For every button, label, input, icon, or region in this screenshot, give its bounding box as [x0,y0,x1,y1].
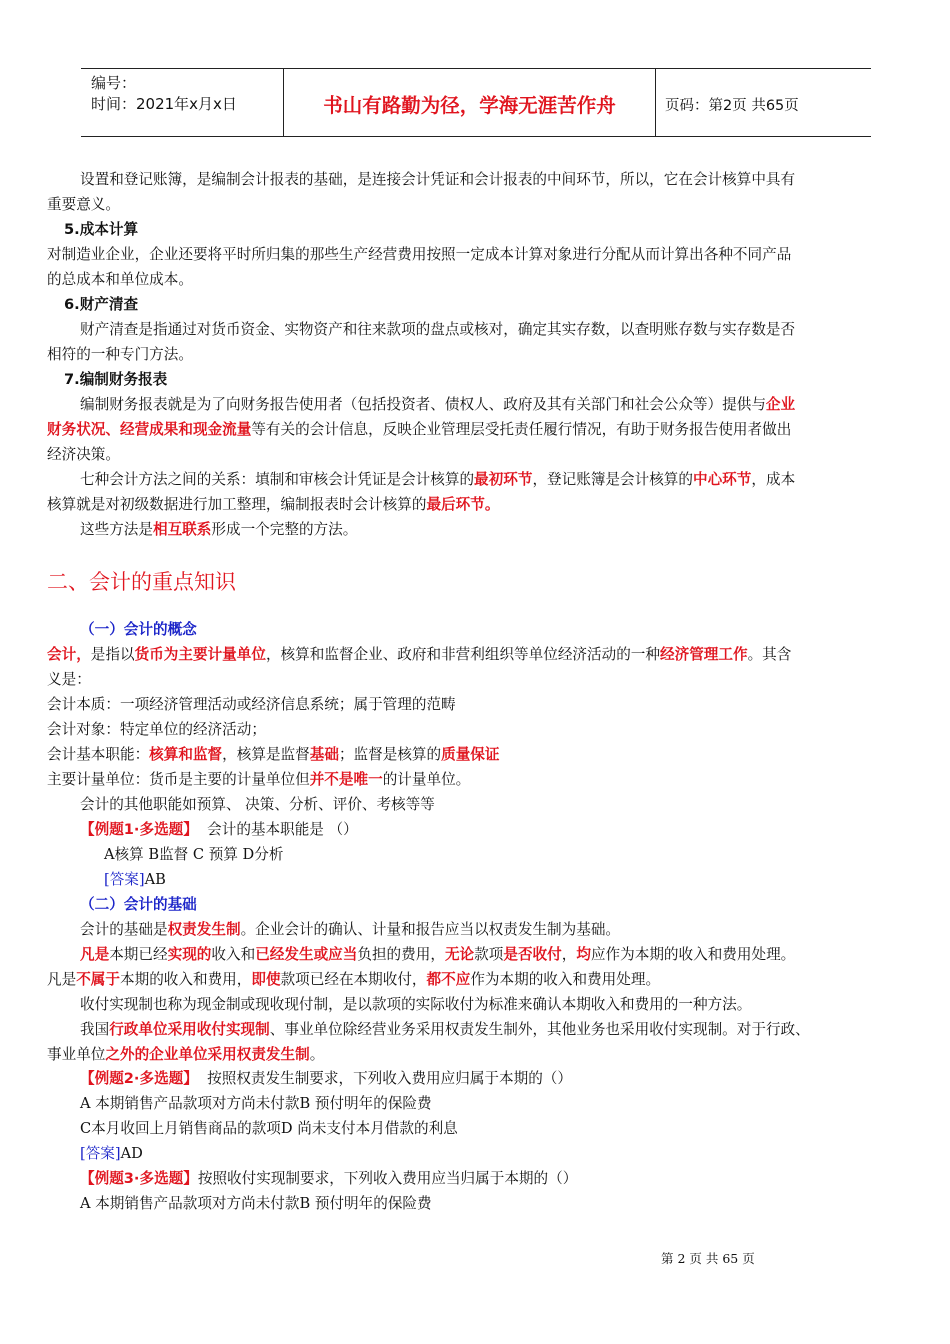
text: 会计的基本职能是 （） [207,821,358,838]
highlight: 中心环节 [692,471,752,488]
answer-tag: [答案] [104,871,145,888]
text: 本期已经 [109,946,168,963]
highlight: 经济管理工作 [660,646,748,663]
text: 本期的收入和费用， [120,971,252,988]
highlight: 都不应 [426,971,471,988]
highlight: 已经发生或应当 [255,946,358,963]
highlight: 基础 [309,746,339,763]
example-answer [80,1144,143,1164]
example-question [80,1169,577,1189]
example-tag: 【例题3·多选题】 [80,1170,198,1187]
page-header [81,68,871,137]
highlight: 财务状况、经营成果和现金流量 [47,421,252,438]
paragraph-line: 的总成本和单位成本。 [47,271,193,288]
text: ， [561,946,577,963]
text: 。企业会计的确认、计量和报告应当以权责发生制为基础。 [240,921,621,938]
highlight: 并不是唯一 [309,771,383,788]
section-heading: 7.编制财务报表 [64,371,168,388]
paragraph-line [47,420,791,440]
text: 七种会计方法之间的关系：填制和审核会计凭证是会计核算的 [80,471,475,488]
paragraph-line: 收付实现制也称为现金制或现收现付制，是以款项的实际收付为标准来确认本期收入和费用的一种方法。 [80,996,752,1013]
subsection-heading: （二）会计的基础 [80,896,197,913]
section-heading: 5.成本计算 [64,221,139,238]
text: 负担的费用， [357,946,445,963]
paragraph-line: 义是： [47,671,91,688]
highlight: 均 [576,946,591,963]
date-label: 时间：2021年x月x日 [91,95,237,113]
text: 款项 [474,946,504,963]
paragraph-line [47,745,500,765]
highlight: 最后环节。 [426,496,500,513]
highlight: 相互联系 [152,521,212,538]
paragraph-line: 经济决策。 [47,446,120,463]
paragraph-line [47,770,470,790]
highlight: 之外的企业单位采用权责发生制 [105,1046,310,1063]
paragraph-line [47,1045,324,1065]
example-tag: 【例题2·多选题】 [80,1070,198,1087]
text: 主要计量单位：货币是主要的计量单位但 [47,771,310,788]
header-page-info: 页码：第2页 共65页 [665,98,799,114]
header-motto: 书山有路勤为径，学海无涯苦作舟 [323,94,616,117]
text: 。其含 [747,646,792,663]
paragraph-line: 会计本质：一项经济管理活动或经济信息系统；属于管理的范畴 [47,696,456,713]
highlight: 权责发生制 [167,921,241,938]
text: 事业单位 [47,1046,106,1063]
paragraph-line [47,970,660,990]
text: 是指以 [90,646,135,663]
text: 核算就是对初级数据进行加工整理，编制报表时会计核算的 [47,496,427,513]
text: 等有关的会计信息，反映企业管理层受托责任履行情况，有助于财务报告使用者做出 [251,421,792,438]
text: 应作为本期的收入和费用处理。 [590,946,796,963]
text: 这些方法是 [80,521,153,538]
text: ，成本 [751,471,796,488]
highlight: 实现的 [167,946,212,963]
header-meta [91,73,237,115]
text: 形成一个完整的方法。 [211,521,358,538]
text: 编制财务报表就是为了向财务报告使用者（包括投资者、债权人、政府及其有关部门和社会公众等）提供与 [80,396,766,413]
text: 、事业单位除经营业务采用权责发生制外，其他业务也采用收付实现制。对于行政、 [269,1021,810,1038]
example-tag: 【例题1·多选题】 [80,821,198,838]
text: 会计的基础是 [80,921,168,938]
highlight: 行政单位采用收付实现制 [109,1021,270,1038]
highlight: 即使 [251,971,281,988]
example-question [80,820,358,840]
example-answer [104,870,166,890]
highlight: 无论 [444,946,475,963]
paragraph-line: 财产清查是指通过对货币资金、实物资产和往来款项的盘点或核对，确定其实存数，以查明账存数与实存数是否 [80,321,796,338]
answer-value: AB [144,871,166,888]
text: 的计量单位。 [382,771,471,788]
highlight: 核算和监督 [149,746,223,763]
example-options: A 本期销售产品款项对方尚未付款B 预付明年的保险费 [80,1095,432,1112]
highlight: 凡是 [80,946,110,963]
paragraph-line [80,1020,810,1040]
subsection-heading: （一）会计的概念 [80,621,197,638]
text: 凡是 [47,971,77,988]
highlight: 是否收付 [503,946,562,963]
text: 款项已经在本期收付， [280,971,427,988]
example-options: A 本期销售产品款项对方尚未付款B 预付明年的保险费 [80,1195,432,1212]
text: ；监督是核算的 [338,746,442,763]
text: ，核算和监督企业、政府和非营利组织等单位经济活动的一种 [265,646,660,663]
page-footer: 第 2 页 共 65 页 [661,1251,755,1266]
text: 收入和 [211,946,256,963]
text: 按照收付实现制要求，下列收入费用应当归属于本期的（） [197,1170,578,1187]
section-title: 二、会计的重点知识 [47,570,236,594]
text: 按照权责发生制要求，下列收入费用应归属于本期的（） [207,1070,572,1087]
paragraph-line [47,645,791,665]
text: ，登记账簿是会计核算的 [532,471,693,488]
example-question [80,1069,572,1089]
answer-tag: [答案] [80,1145,121,1162]
answer-value: AD [120,1145,143,1162]
highlight: 质量保证 [441,746,500,763]
paragraph-line [47,495,499,515]
paragraph-line [80,920,620,940]
number-label: 编号： [91,74,137,92]
text: 我国 [80,1021,110,1038]
highlight: 货币为主要计量单位 [134,646,266,663]
highlight: 最初环节 [474,471,533,488]
highlight: 不属于 [76,971,120,988]
paragraph-line [80,395,795,415]
paragraph-line: 重要意义。 [47,196,120,213]
paragraph-line: 会计对象：特定单位的经济活动； [47,721,266,738]
text: 作为本期的收入和费用处理。 [470,971,661,988]
text: 。 [309,1046,325,1063]
paragraph-line [80,470,795,490]
section-heading: 6.财产清查 [64,296,139,313]
paragraph-line: 会计的其他职能如预算、 决策、分析、评价、考核等等 [80,796,435,813]
paragraph-line [80,945,795,965]
paragraph-line: 对制造业企业，企业还要将平时所归集的那些生产经营费用按照一定成本计算对象进行分配从而计算出各种不同产品 [47,246,792,263]
text: 会计基本职能： [47,746,150,763]
highlight: 企业 [765,396,796,413]
paragraph-line [80,520,357,540]
paragraph-line: 设置和登记账簿，是编制会计报表的基础，是连接会计凭证和会计报表的中间环节，所以，它在会计核算中具有 [80,171,796,188]
example-options: A核算 B监督 C 预算 D分析 [104,846,284,863]
example-options: C本月收回上月销售商品的款项D 尚未支付本月借款的利息 [80,1120,458,1137]
paragraph-line: 相符的一种专门方法。 [47,346,193,363]
highlight: 会计， [47,646,91,663]
text: ，核算是监督 [222,746,310,763]
